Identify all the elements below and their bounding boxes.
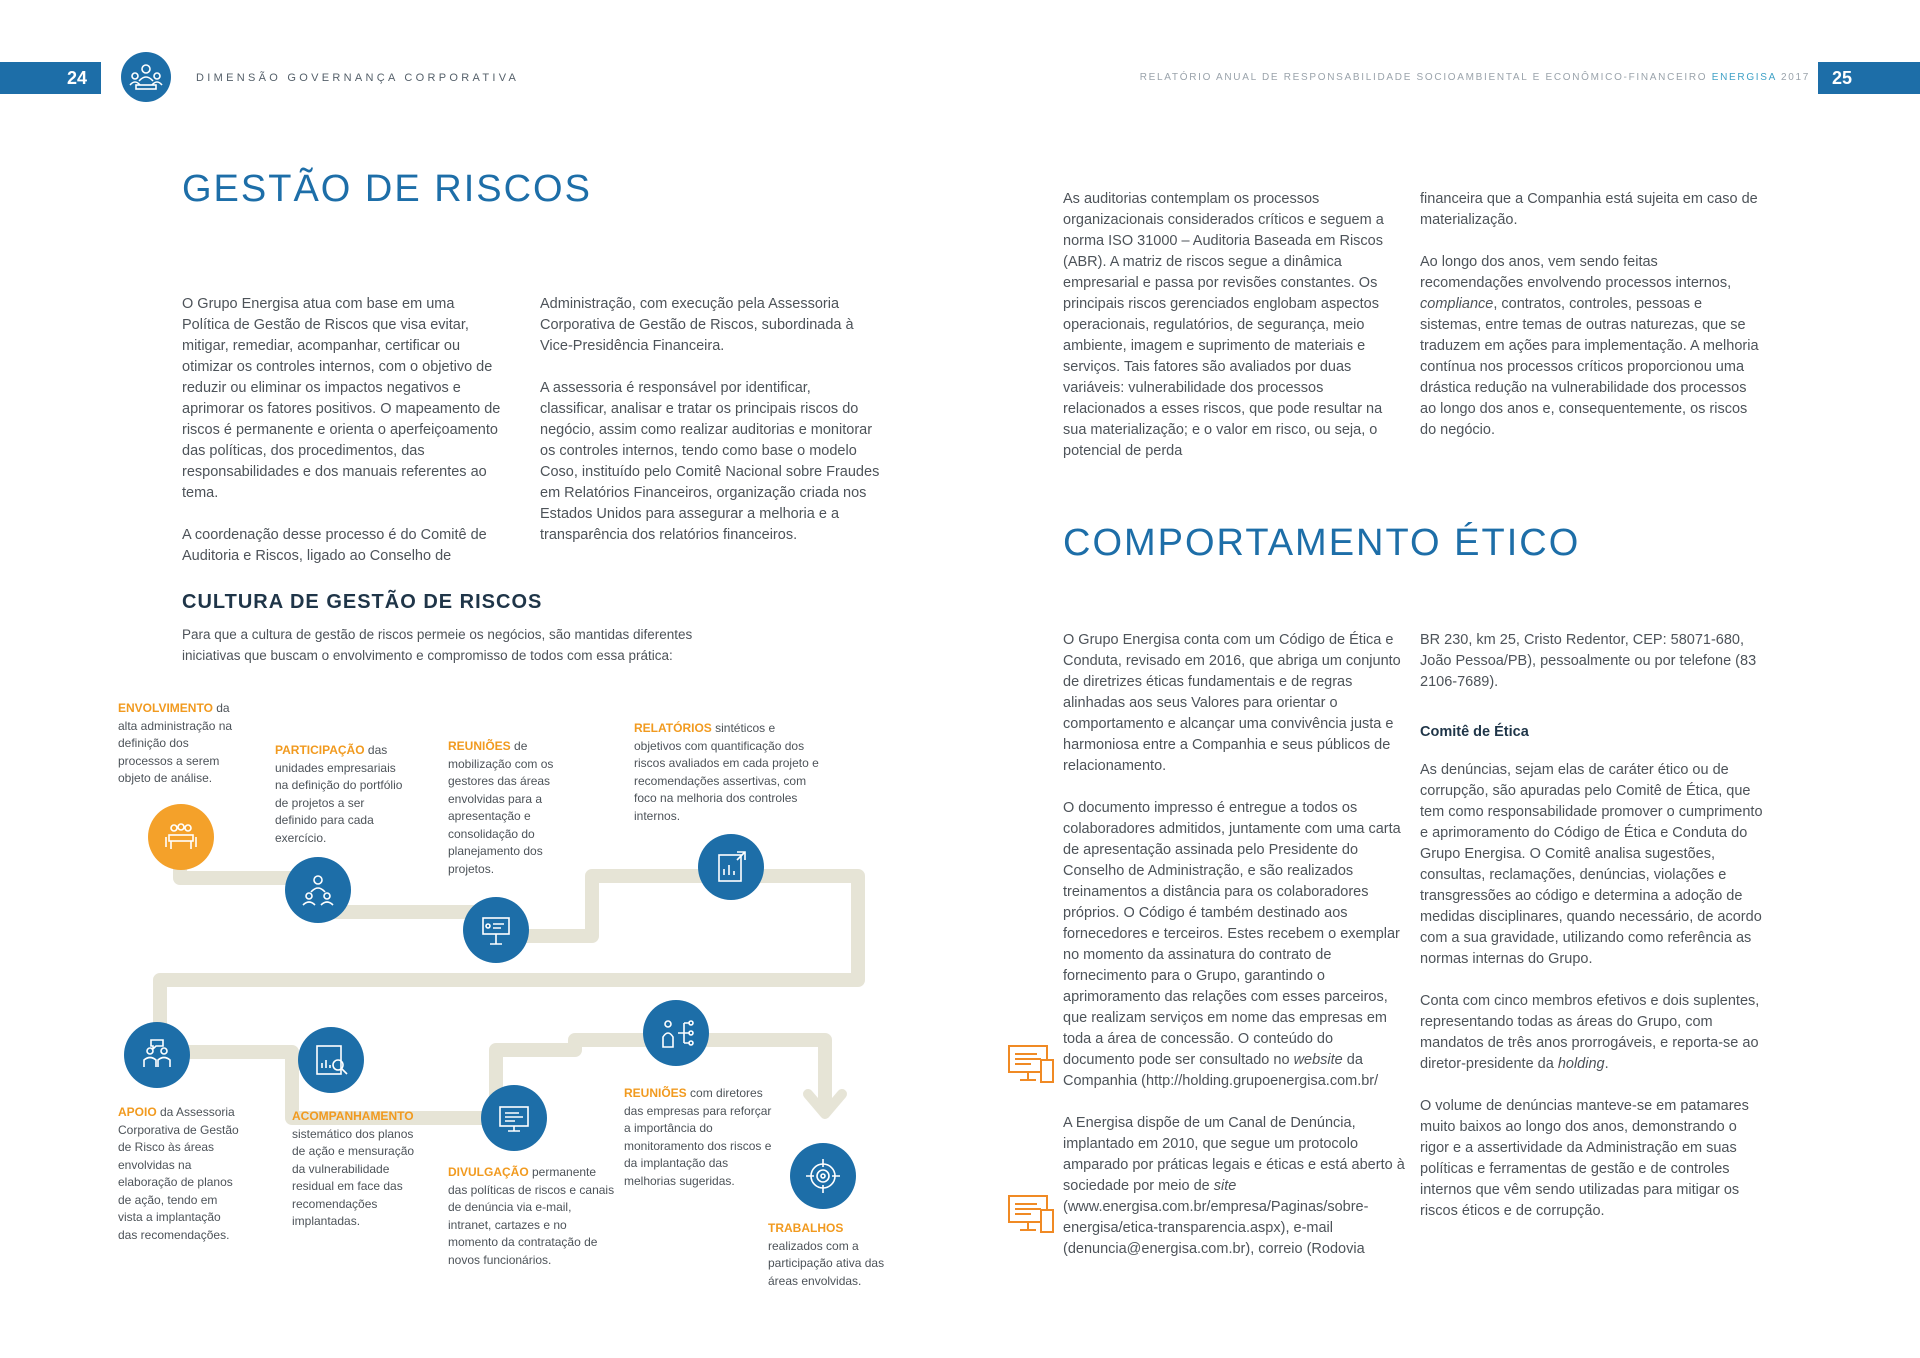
report-year: 2017 [1780,72,1810,83]
risk-paragraph: O Grupo Energisa atua com base em uma Política de Gestão de Riscos que visa evitar, mitigar, remediar, acompanhar, certificar ou otimizar os controles internos, com o objetivo de reduzir ou eliminar os impactos negativos e aprimorar os fatores positivos. O mapeamento de riscos é permanente e orienta o aperfeiçoamento das políticas, dos procedimentos, das responsabilidades e dos manuais referentes ao tema. [182,296,501,501]
risk-management-title: GESTÃO DE RISCOS [182,168,592,210]
risk-paragraph: A coordenação desse processo é do Comitê de Auditoria e Riscos, ligado ao Conselho de [182,527,487,564]
step-text: realizados com a participação ativa das áreas envolvidas. [768,1238,885,1288]
report-title [1140,72,1810,83]
ethics-title: COMPORTAMENTO ÉTICO [1063,522,1581,564]
step-text: sistemático dos planos de ação e mensuração da vulnerabilidade residual em face das recomendações implantadas. [292,1126,415,1228]
step-caption [448,1164,618,1269]
culture-title: CULTURA DE GESTÃO DE RISCOS [182,591,543,613]
ethics-paragraph: Conta com cinco membros efetivos e dois suplentes, representando todas as áreas do Grupo, com mandatos de três anos prorrogáveis, e reporta-se ao diretor-presidente da holding. [1420,993,1760,1072]
step-label: RELATÓRIOS [634,721,712,735]
ethics-column-2 [1420,630,1765,1222]
step-text: sintéticos e objetivos com quantificação dos riscos avaliados em cada projeto e recomendações assertivas, com foco na melhoria dos controles internos. [634,721,819,823]
page-number-left: 24 [0,62,101,94]
magnifier-chart-icon [298,1027,364,1093]
audit-paragraph: financeira que a Companhia está sujeita em caso de materialização. [1420,191,1758,228]
step-label: PARTICIPAÇÃO [275,743,365,757]
step-caption [275,742,407,847]
monitor-icon [481,1085,547,1151]
ethics-paragraph: As denúncias, sejam elas de caráter ético ou de corrupção, são apuradas pelo Comitê de Ética, que tem como responsabilidade promover o cumprimento e aprimoramento do Código de Ética e Conduta do Grupo Energisa. O Comitê analisa sugestões, consultas, reclamações, denúncias, violações e transgressões ao código e determina a adoção de medidas disciplinares, quando necessário, de acordo com a sua gravidade, utilizando como referência as normas internas do Grupo. [1420,762,1763,967]
audit-column-2 [1420,189,1760,441]
risk-paragraph: Administração, com execução pela Assessoria Corporativa de Gestão de Riscos, subordinada à Vice-Presidência Financeira. [540,296,854,354]
step-label: DIVULGAÇÃO [448,1165,529,1179]
risk-paragraph: A assessoria é responsável por identificar, classificar, analisar e tratar os principais riscos do negócio, assim como realizar auditorias e monitorar os controles internos, tendo como base o modelo Coso, instituído pelo Comitê Nacional sobre Fraudes em Relatórios Financeiros, organização criada nos Estados Unidos para assegurar a melhoria e a transparência dos relatórios financeiros. [540,380,880,543]
page-number-right: 25 [1818,62,1920,94]
support-people-icon [124,1022,190,1088]
step-caption [448,738,574,878]
target-icon [790,1143,856,1209]
step-label: REUNIÕES [448,739,511,753]
step-label: TRABALHOS [768,1221,844,1235]
step-text: da Assessoria Corporativa de Gestão de Risco às áreas envolvidas na elaboração de planos de ação, tendo em vista a implantação das recomendações. [118,1105,239,1242]
step-caption [624,1085,776,1190]
step-caption [292,1108,422,1231]
step-caption [118,700,238,788]
step-text: das unidades empresariais na definição do portfólio de projetos a ser definido para cada exercício. [275,743,403,845]
step-label: APOIO [118,1105,157,1119]
audit-paragraph: Ao longo dos anos, vem sendo feitas recomendações envolvendo processos internos, compliance, contratos, controles, pessoas e sistemas, entre temas de outras naturezas, que se traduzem em ações para implementação. A melhoria contínua nos processos críticos proporcionou uma drástica redução na vulnerabilidade dos processos ao longo dos anos e, consequentemente, os riscos do negócio. [1420,254,1759,438]
section-label: DIMENSÃO GOVERNANÇA CORPORATIVA [196,72,520,84]
audit-paragraph: As auditorias contemplam os processos organizacionais considerados críticos e seguem a norma ISO 31000 – Auditoria Baseada em Riscos (ABR). A matriz de riscos segue a dinâmica empresarial e passa por revisões constantes. Os principais riscos gerenciados englobam aspectos operacionais, regulatórios, de segurança, meio ambiente, imagem e suprimento de materiais e serviços. Tais fatores são avaliados por duas variáveis: vulnerabilidade dos processos relacionados a esses riscos, que pode resultar na sua materialização; e o valor em risco, ou seja, o potencial de perda [1063,191,1384,459]
ethics-paragraph: O Grupo Energisa conta com um Código de Ética e Conduta, revisado em 2016, que abriga um conjunto de diretrizes éticas fundamentais e de regras alinhadas aos seus Valores para orientar o comportamento e alcançar uma convivência justa e harmoniosa entre a Companhia e seus públicos de relacionamento. [1063,632,1401,774]
culture-intro: Para que a cultura de gestão de riscos permeie os negócios, são mantidas diferentes iniciativas que buscam o envolvimento e compromisso de todos com essa prática: [182,627,693,663]
step-caption [118,1104,242,1244]
org-network-icon [643,1000,709,1066]
report-chart-icon [698,834,764,900]
report-prefix: RELATÓRIO ANUAL DE RESPONSABILIDADE SOCIOAMBIENTAL E ECONÔMICO-FINANCEIRO [1139,72,1708,83]
meeting-table-icon [148,804,214,870]
ethics-paragraph: A Energisa dispõe de um Canal de Denúncia, implantado em 2010, que segue um protocolo amparado por práticas legais e éticas e está aberto à sociedade por meio de site (www.energisa.com.br/empresa/Paginas/sobre-energisa/etica-transparencia.aspx), e-mail (denuncia@energisa.com.br), correio (Rodovia [1063,1115,1405,1257]
team-hierarchy-icon [285,857,351,923]
step-label: REUNIÕES [624,1086,687,1100]
step-label: ACOMPANHAMENTO [292,1109,414,1123]
ethics-paragraph: O documento impresso é entregue a todos os colaboradores admitidos, juntamente com uma carta de apresentação assinada pelo Presidente do Conselho de Administração, e são realizados treinamentos a distância para os colaboradores próprios. O Código é também destinado aos fornecedores e terceiros. Estes recebem o exemplar no momento da assinatura do contrato de fornecimento para o Grupo, garantindo o aprimoramento das relações com esses parceiros, que realizam serviços em nome das empresas em toda a área de concessão. O conteúdo do documento pode ser consultado no website da Companhia (http://holding.grupoenergisa.com.br/ [1063,800,1401,1089]
ethics-paragraph: BR 230, km 25, Cristo Redentor, CEP: 58071-680, João Pessoa/PB), pessoalmente ou por telefone (83 2106-7689). [1420,632,1757,690]
step-text: permanente das políticas de riscos e canais de denúncia via e-mail, intranet, cartazes e no momento da contratação de novos funcionários. [448,1165,615,1267]
step-text: de mobilização com os gestores das áreas envolvidas para a apresentação e consolidação do planejamento dos projetos. [448,739,554,876]
ethics-paragraph: O volume de denúncias manteve-se em patamares muito baixos ao longo dos anos, demonstrando o rigor e a assertividade da Administração em suas políticas e ferramentas de gestão e de controles internos que vêm sendo utilizadas para mitigar os riscos éticos e de corrupção. [1420,1098,1749,1219]
step-text: com diretores das empresas para reforçar a importância do monitoramento dos riscos e da implantação das melhorias sugeridas. [624,1086,772,1188]
ethics-column-1 [1063,630,1408,1260]
website-monitor-icon [1007,1194,1057,1238]
report-brand: ENERGISA [1711,72,1777,83]
step-label: ENVOLVIMENTO [118,701,213,715]
step-caption [768,1220,888,1290]
audit-column-1 [1063,189,1403,462]
step-caption [634,720,820,825]
step-text: da alta administração na definição dos processos a serem objeto de análise. [118,701,233,785]
ethics-committee-title: Comitê de Ética [1420,724,1529,740]
presentation-icon [463,897,529,963]
website-monitor-icon [1007,1044,1057,1088]
